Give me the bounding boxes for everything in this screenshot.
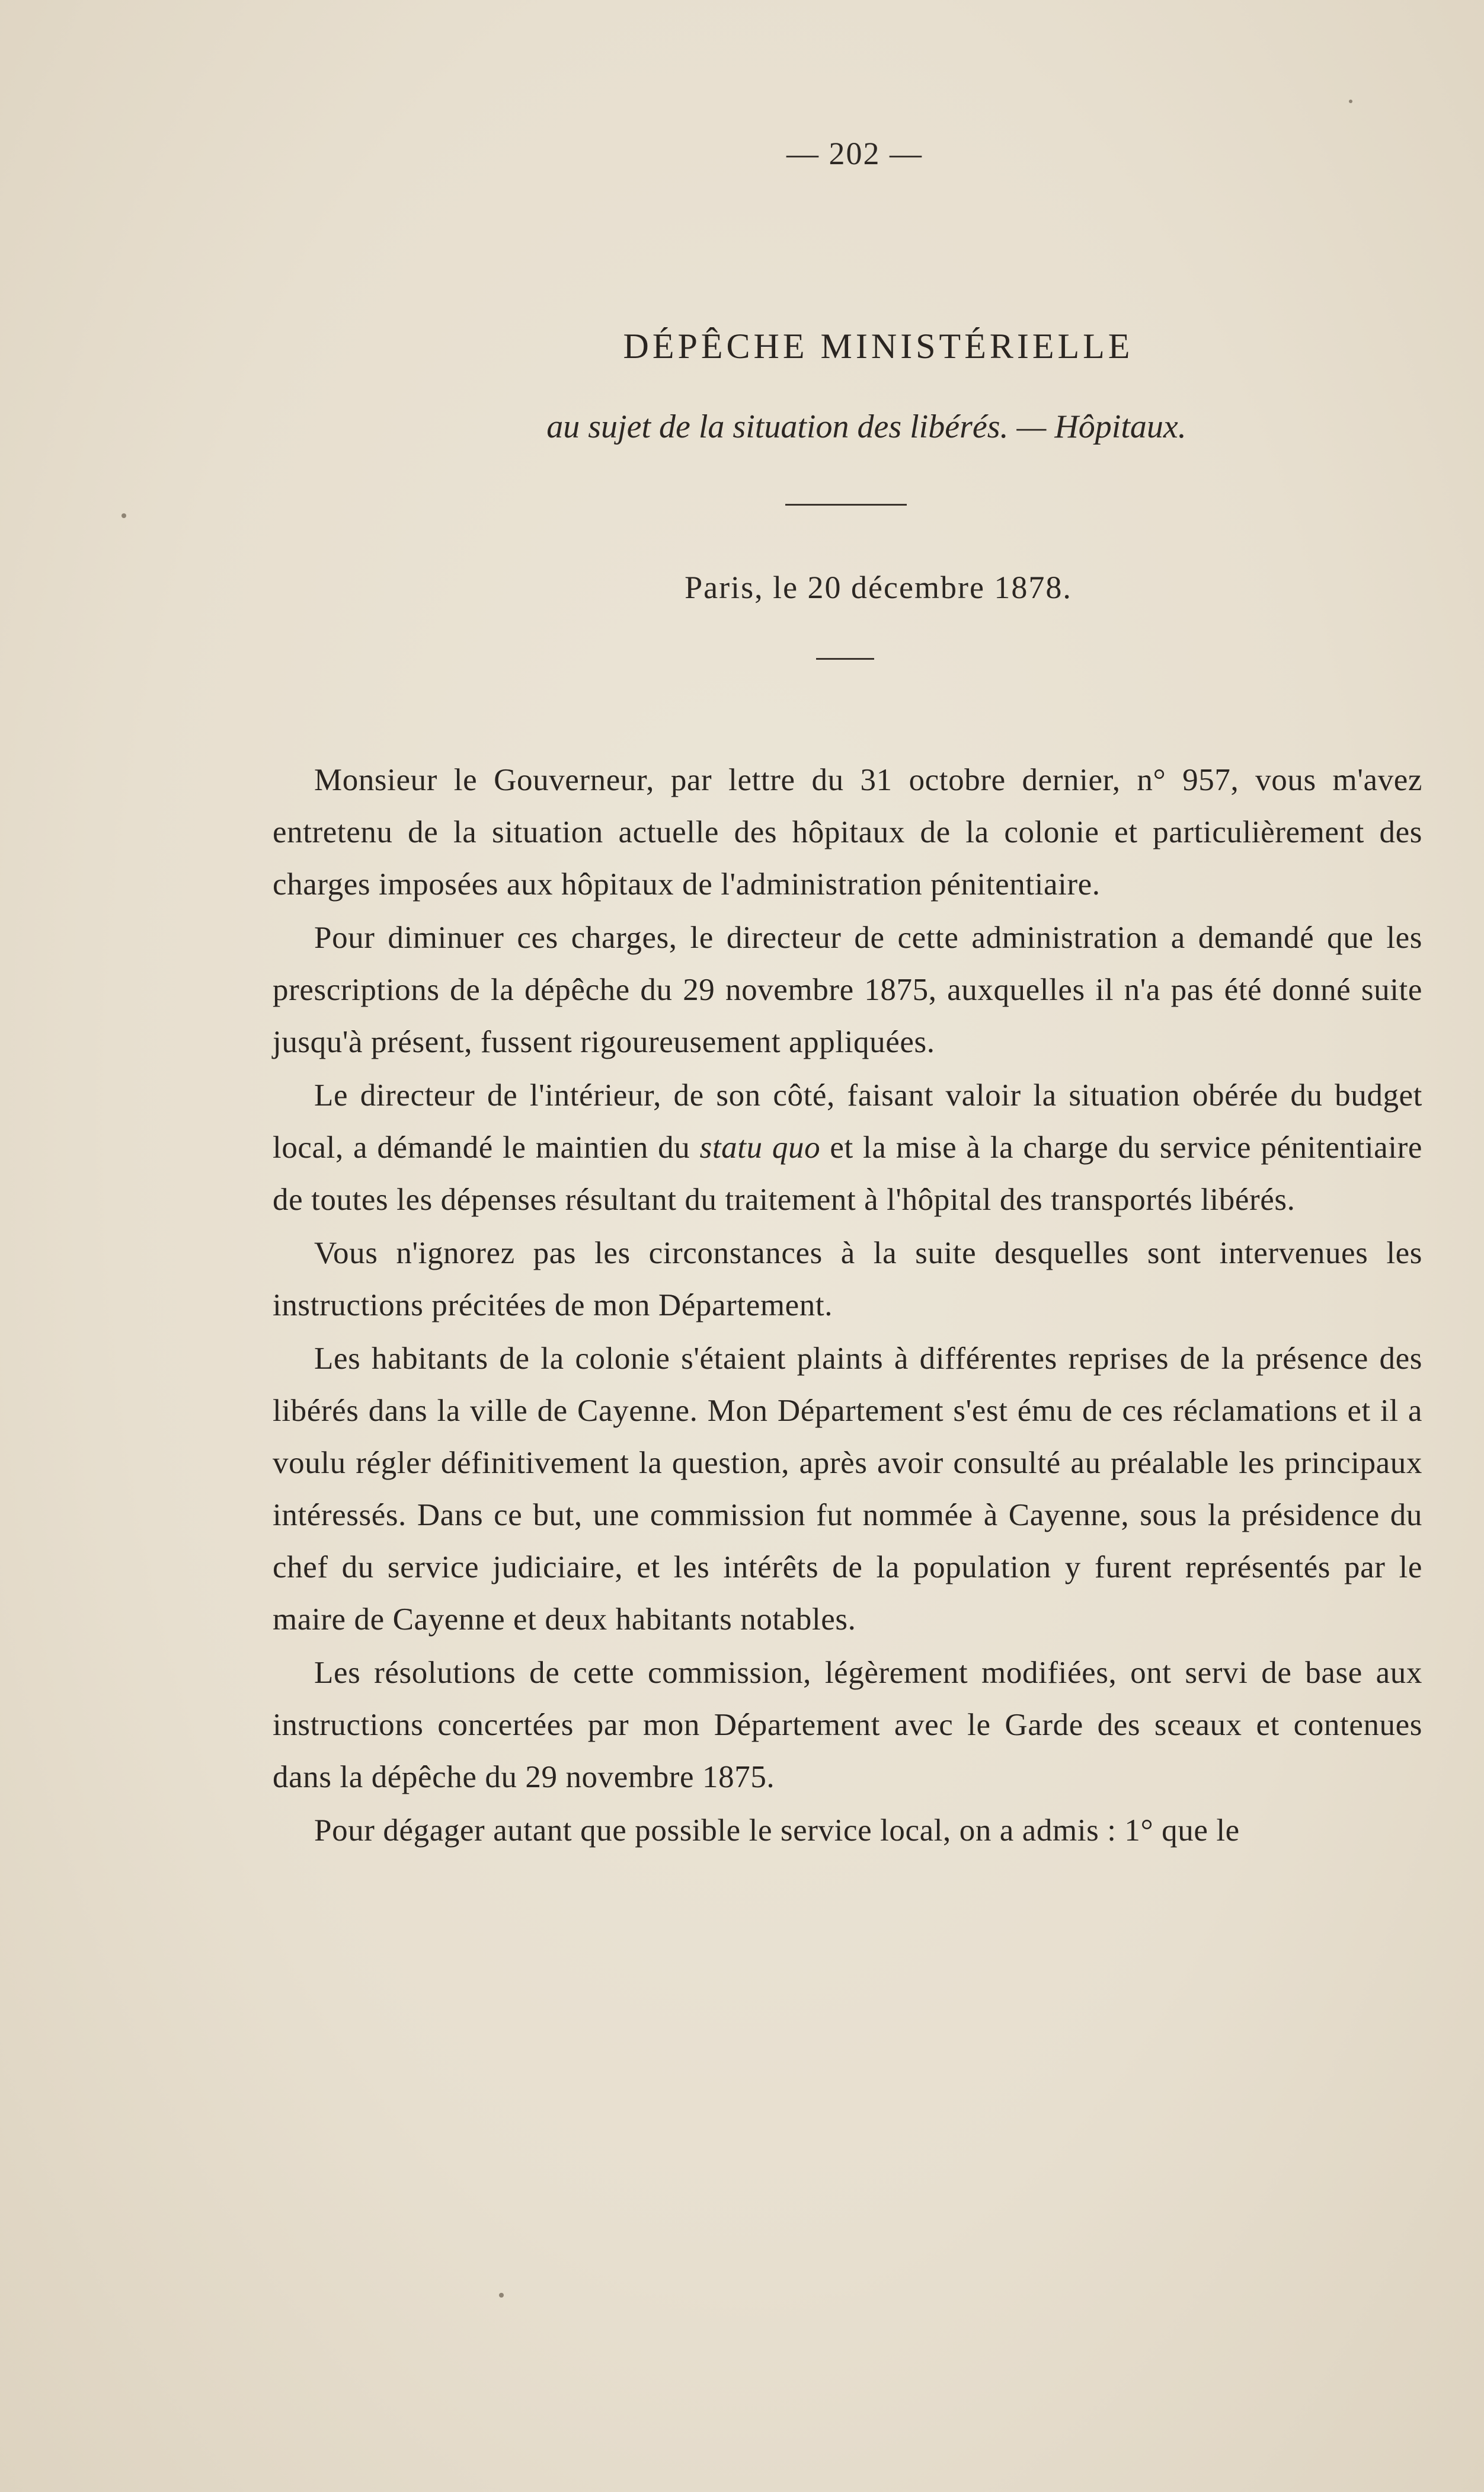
- paragraph-text: et la mise à la charge du service pénitentiaire de toutes les dépenses résultant du traitement à l'hôpital des transportés libérés.: [273, 1130, 1422, 1217]
- paragraph: Les habitants de la colonie s'étaient plaints à différentes reprises de la présence des libérés dans la ville de Cayenne. Mon Département s'est ému de ces réclamations et il a voulu régler définitivement la question, après avoir consulté au préalable les principaux intéressés. Dans ce but, une commission fut nommée à Cayenne, sous la présidence du chef du service judiciaire, et les intérêts de la population y furent représentés par le maire de Cayenne et deux habitants notables.: [273, 1341, 1422, 1637]
- letter-body: [273, 754, 1422, 1858]
- paragraph-emphasis: statu quo: [699, 1130, 821, 1165]
- page-number: — 202 —: [786, 136, 923, 171]
- dateline: Paris, le 20 décembre 1878.: [685, 570, 1072, 605]
- paper-fleck: [499, 2293, 504, 2298]
- paragraph: Vous n'ignorez pas les circonstances à la suite desquelles sont intervenues les instructions précitées de mon Département.: [273, 1236, 1422, 1322]
- paper-fleck: [121, 513, 126, 518]
- paper-fleck: [1349, 100, 1352, 103]
- paragraph: Pour diminuer ces charges, le directeur de cette administration a demandé que les prescriptions de la dépêche du 29 novembre 1875, auxquelles il n'a pas été donné suite jusqu'à présent, fussent rigoureusement appliquées.: [273, 921, 1422, 1059]
- paragraph: Les résolutions de cette commission, légèrement modifiées, ont servi de base aux instructions concertées par mon Département avec le Garde des sceaux et contenues dans la dépêche du 29 novembre 1875.: [273, 1656, 1422, 1794]
- paragraph-text: Le directeur de l'intérieur, de son côté, faisant valoir la situation obérée du budget local, a démandé le maintien du: [273, 1078, 1422, 1165]
- title-divider: [785, 504, 907, 506]
- paragraph: Monsieur le Gouverneur, par lettre du 31 octobre dernier, n° 957, vous m'avez entretenu de la situation actuelle des hôpitaux de la colonie et particulièrement des charges imposées aux hôpitaux de l'administration pénitentiaire.: [273, 763, 1422, 902]
- document-subtitle: au sujet de la situation des libérés. — Hôpitaux.: [546, 408, 1186, 445]
- paragraph: [273, 1069, 1422, 1226]
- paragraph: Pour dégager autant que possible le service local, on a admis : 1° que le: [314, 1813, 1240, 1848]
- dateline-divider: [816, 658, 874, 660]
- document-title: DÉPÊCHE MINISTÉRIELLE: [623, 327, 1134, 366]
